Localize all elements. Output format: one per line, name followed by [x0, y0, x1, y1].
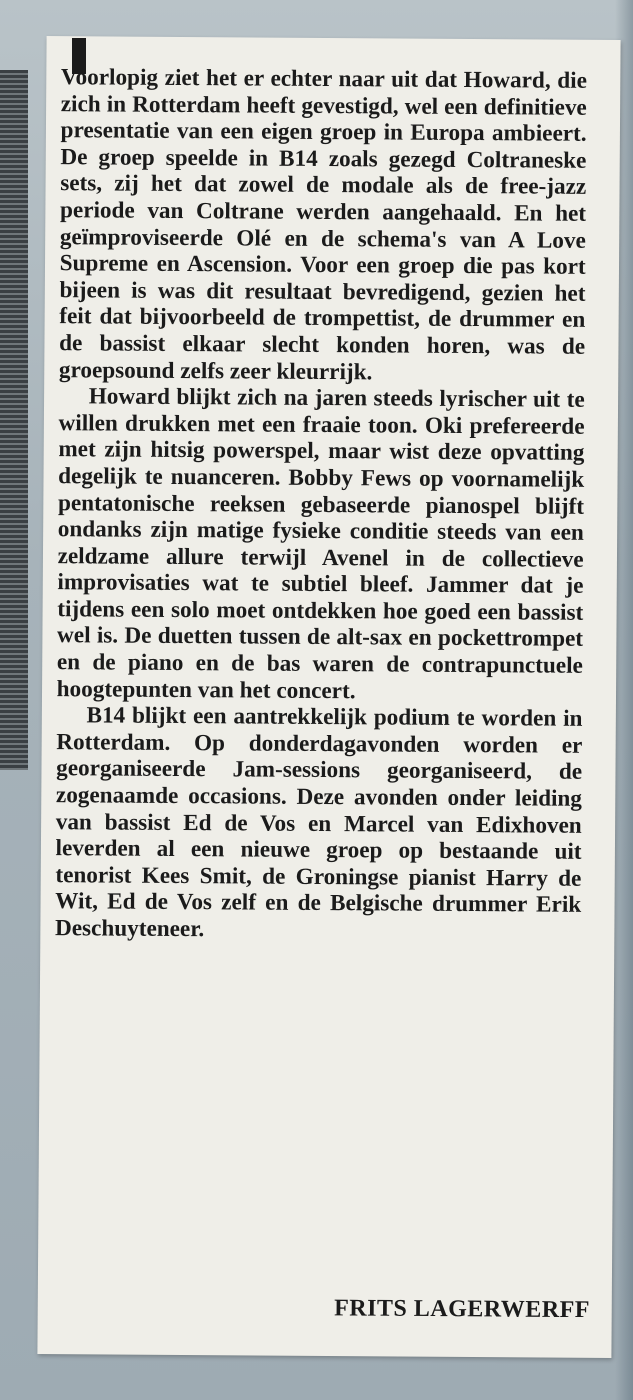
article-paragraph-1: Voorlopig ziet het er echter naar uit dat Howard, die zich in Rotterdam heeft gevestigd, wel een definitieve presentatie van een eigen groep in Europa ambieert. De groep speelde in B14 zoals gezegd Coltraneske sets, zij het dat zowel de modale als de free-jazz periode van Coltrane werden aangehaald. En het geïmproviseerde Olé en de schema's van A Love Supreme en Ascension. Voor een groep die pas kort bijeen is was dit resultaat bevredigend, gezien het feit dat bijvoorbeeld de trompettist, de drummer en de bassist elkaar slecht konden horen, was de groepsound zelfs zeer kleurrijk. — [58, 64, 588, 385]
article-body — [55, 64, 587, 945]
adjacent-clipping-edge — [0, 70, 28, 770]
article-paragraph-2: Howard blijkt zich na jaren steeds lyrischer uit te willen drukken met een fraaie toon. Oki prefereerde met zijn hitsig powerspel, maar wist deze opvatting degelijk te nuanceren. Bobby Fews op voornamelijk pentatonische reeksen gebaseerde pianospel blijft ondanks zijn matige fysieke conditie steeds van een zeldzame allure terwijl Avenel in de collectieve improvisaties wat te subtiel bleef. Jammer dat je tijdens een solo moet ontdekken hoe goed een bassist wel is. De duetten tussen de alt-sax en pockettrompet en de piano en de bas waren de contrapunctuele hoogtepunten van het concert. — [56, 383, 585, 704]
author-signature: FRITS LAGERWERFF — [334, 1295, 591, 1324]
article-paragraph-3: B14 blijkt een aantrekkelijk podium te worden in Rotterdam. Op donderdagavonden worden er georganiseerde Jam-sessions georganiseerd, de zogenaamde occasions. Deze avonden onder leiding van bassist Ed de Vos en Marcel van Edixhoven leverden al een nieuwe groep op bestaande uit tenorist Kees Smit, de Groningse pianist Harry de Wit, Ed de Vos zelf en de Belgische drummer Erik Deschuyteneer. — [54, 702, 583, 943]
